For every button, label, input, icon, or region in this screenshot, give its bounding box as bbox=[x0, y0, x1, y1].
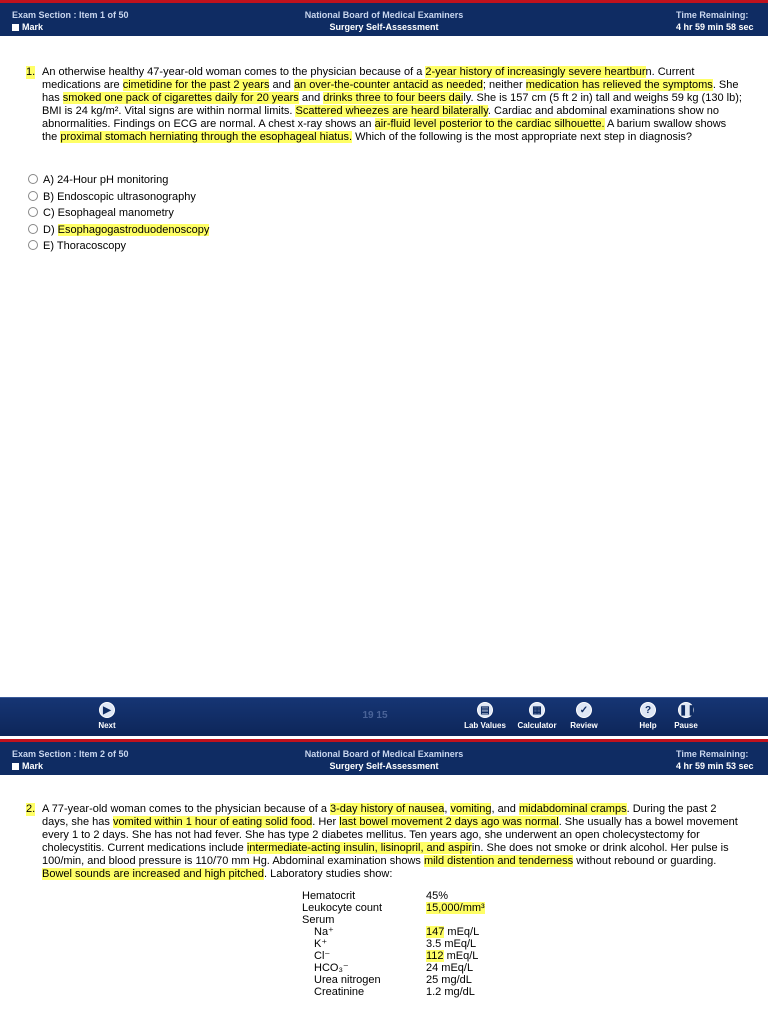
text-segment: ly. She is 157 cm (5 ft 2 in) tall and weighs 59 kg (130 lb); BMI is 24 kg/m². Vital signs are within normal limits. bbox=[42, 92, 742, 117]
answer-option[interactable] bbox=[28, 222, 209, 239]
answer-option[interactable] bbox=[28, 238, 209, 255]
exam-header-2 bbox=[0, 739, 768, 775]
exam-toolbar bbox=[0, 697, 768, 736]
answer-option[interactable] bbox=[28, 172, 209, 189]
lab-value bbox=[426, 962, 485, 974]
answer-option[interactable] bbox=[28, 205, 209, 222]
text-segment: in. She does not smoke or drink alcohol. Her pulse is 100/min, and blood pressure is 110/70 mm Hg. Abdominal examination shows bbox=[42, 842, 729, 867]
time-remaining: 4 hr 59 min 53 sec bbox=[676, 761, 754, 771]
text-segment: 3.5 mEq/L bbox=[426, 938, 477, 950]
highlighted-text: 2-year history of increasingly severe heartbur bbox=[425, 66, 646, 78]
highlighted-text: proximal stomach herniating through the esophageal hiatus. bbox=[60, 131, 353, 143]
next-button[interactable] bbox=[94, 702, 120, 730]
org-name: National Board of Medical Examiners bbox=[304, 749, 464, 759]
text-segment: . Her bbox=[312, 816, 340, 828]
text-segment: 24 mEq/L bbox=[426, 962, 474, 974]
exam-name: Surgery Self-Assessment bbox=[329, 22, 439, 32]
highlighted-text: last bowel movement 2 days ago was normal bbox=[339, 816, 559, 828]
text-segment: , and bbox=[491, 803, 519, 815]
exam-header-1 bbox=[0, 0, 768, 36]
lab-unit: mEq/L bbox=[444, 926, 480, 938]
radio-button-icon[interactable] bbox=[28, 240, 38, 250]
lab-row bbox=[302, 902, 485, 914]
option-text: 24-Hour pH monitoring bbox=[57, 174, 169, 186]
lab-value bbox=[426, 974, 485, 986]
pause-icon: ❚❚ bbox=[678, 702, 694, 718]
calculator-button[interactable] bbox=[513, 702, 561, 730]
pause-button[interactable] bbox=[670, 702, 702, 730]
lab-value bbox=[426, 890, 485, 902]
header-right bbox=[676, 748, 762, 772]
text-segment: . She usually has a bowel movement every 1 to 2 days. She has not had fever. She has type 2 diabetes mellitus. Ten years ago, she underwent an open cholecystectomy for cholecystitis. Current medications include bbox=[42, 816, 738, 854]
highlighted-text: mild distention and tenderness bbox=[423, 855, 574, 867]
calculator-label: Calculator bbox=[517, 721, 557, 730]
text-segment: 45% bbox=[426, 890, 449, 902]
text-segment: A 77-year-old woman comes to the physician because of a bbox=[42, 803, 330, 815]
highlighted-text: Bowel sounds are increased and high pitched bbox=[42, 868, 264, 880]
text-segment: A barium swallow shows the bbox=[42, 118, 727, 143]
lab-row bbox=[302, 926, 485, 938]
question-number: 2. bbox=[26, 803, 36, 815]
highlighted-text: vomiting bbox=[450, 803, 492, 815]
review-label: Review bbox=[570, 721, 598, 730]
lab-values-table bbox=[302, 890, 485, 998]
lab-name: Urea nitrogen bbox=[314, 974, 381, 986]
text-segment: . She has bbox=[42, 79, 739, 104]
highlighted-text: vomited within 1 hour of eating solid food bbox=[112, 816, 313, 828]
text-segment: and bbox=[269, 79, 294, 91]
help-label: Help bbox=[639, 721, 657, 730]
option-text: Thoracoscopy bbox=[56, 240, 126, 252]
option-letter: C) bbox=[43, 207, 58, 219]
highlighted-text: an over-the-counter antacid as needed bbox=[293, 79, 483, 91]
text-segment: Which of the following is the most appropriate next step in diagnosis? bbox=[352, 131, 693, 143]
text-segment: without rebound or guarding. bbox=[573, 855, 717, 867]
highlighted-text: midabdominal cramps bbox=[518, 803, 627, 815]
text-segment: 1.2 mg/dL bbox=[426, 986, 475, 998]
question-number: 1. bbox=[26, 66, 36, 78]
lab-name: Creatinine bbox=[314, 986, 365, 998]
help-button[interactable] bbox=[636, 702, 660, 730]
question-text bbox=[42, 803, 742, 881]
lab-name: K⁺ bbox=[314, 938, 328, 950]
highlighted-text: medication has relieved the symptoms bbox=[525, 79, 713, 91]
next-label: Next bbox=[98, 721, 116, 730]
option-text: Endoscopic ultrasonography bbox=[57, 190, 196, 203]
highlighted-text: 147 bbox=[426, 926, 445, 938]
mark-label: Mark bbox=[22, 761, 44, 771]
text-segment: and bbox=[298, 92, 324, 104]
text-segment: . Laboratory studies show: bbox=[263, 868, 393, 880]
help-icon: ? bbox=[640, 702, 656, 718]
text-segment: 25 mg/dL bbox=[426, 974, 472, 986]
highlighted-text: intermediate-acting insulin, lisinopril, and aspir bbox=[246, 842, 472, 854]
lab-value bbox=[426, 926, 485, 938]
lab-row bbox=[302, 938, 485, 950]
option-text: Esophagogastroduodenoscopy bbox=[57, 223, 210, 236]
lab-row bbox=[302, 974, 485, 986]
lab-name: Hematocrit bbox=[302, 890, 356, 902]
text-segment: , bbox=[444, 803, 451, 815]
highlighted-text: 3-day history of nausea bbox=[330, 803, 445, 815]
org-name: National Board of Medical Examiners bbox=[304, 10, 464, 20]
radio-button-icon[interactable] bbox=[28, 224, 38, 234]
radio-button-icon[interactable] bbox=[28, 191, 38, 201]
highlighted-text: cimetidine for the past 2 years bbox=[122, 79, 270, 91]
pause-label: Pause bbox=[674, 721, 698, 730]
answer-option[interactable] bbox=[28, 189, 209, 206]
lab-values-icon: ▤ bbox=[477, 702, 493, 718]
highlighted-text: 15,000/mm³ bbox=[426, 902, 485, 914]
option-letter: A) bbox=[43, 174, 58, 186]
calculator-icon: ▦ bbox=[529, 702, 545, 718]
review-button[interactable] bbox=[566, 702, 602, 730]
question-1-stem bbox=[26, 66, 742, 144]
lab-values-button[interactable] bbox=[460, 702, 510, 730]
option-letter: D) bbox=[43, 223, 58, 236]
highlighted-text: air-fluid level posterior to the cardiac silhouette. bbox=[374, 118, 605, 130]
lab-row bbox=[302, 950, 485, 962]
lab-name: Na⁺ bbox=[314, 926, 334, 938]
lab-row bbox=[302, 890, 485, 902]
next-arrow-icon: ▶ bbox=[99, 702, 115, 718]
lab-unit: mEq/L bbox=[443, 950, 479, 962]
text-segment: ; neither bbox=[482, 79, 526, 91]
lab-values-label: Lab Values bbox=[464, 721, 506, 730]
lab-row bbox=[302, 986, 485, 998]
header-right bbox=[676, 9, 762, 33]
text-segment: n. Current medications are bbox=[42, 66, 695, 91]
lab-row bbox=[302, 962, 485, 974]
header-center bbox=[0, 9, 768, 33]
option-letter: B) bbox=[43, 190, 58, 203]
lab-value bbox=[426, 986, 485, 998]
nbme-seal-logo: 19 15 bbox=[362, 710, 388, 721]
lab-name: HCO₃⁻ bbox=[314, 962, 349, 974]
lab-value bbox=[426, 950, 485, 962]
answer-options bbox=[28, 172, 209, 255]
lab-name: Cl⁻ bbox=[314, 950, 331, 962]
lab-value bbox=[426, 914, 485, 926]
radio-button-icon[interactable] bbox=[28, 207, 38, 217]
highlighted-text: smoked one pack of cigarettes daily for 20 years bbox=[62, 92, 299, 104]
time-remaining: 4 hr 59 min 58 sec bbox=[676, 22, 754, 32]
text-segment: An otherwise healthy 47-year-old woman comes to the physician because of a bbox=[42, 66, 426, 78]
section-label: Exam Section : Item 1 of 50 bbox=[12, 10, 129, 20]
lab-value bbox=[426, 938, 485, 950]
highlighted-text: drinks three to four beers dai bbox=[323, 92, 464, 104]
checkmark-icon: ✓ bbox=[576, 702, 592, 718]
time-label: Time Remaining: bbox=[676, 749, 749, 759]
lab-row bbox=[302, 914, 485, 926]
highlighted-text: 112 bbox=[426, 950, 444, 962]
lab-name: Leukocyte count bbox=[302, 902, 383, 914]
text-segment: . During the past 2 days, she has bbox=[42, 803, 717, 828]
option-text: Esophageal manometry bbox=[57, 207, 174, 219]
highlighted-text: Scattered wheezes are heard bilaterally bbox=[295, 105, 488, 117]
time-label: Time Remaining: bbox=[676, 10, 749, 20]
text-segment: . Cardiac and abdominal examinations show no abnormalities. Findings on ECG are normal. A chest x-ray shows an bbox=[42, 105, 720, 130]
question-text bbox=[42, 66, 742, 144]
exam-name: Surgery Self-Assessment bbox=[329, 761, 439, 771]
question-2-stem bbox=[26, 803, 742, 881]
header-center bbox=[0, 748, 768, 772]
radio-button-icon[interactable] bbox=[28, 174, 38, 184]
lab-value bbox=[426, 902, 485, 914]
option-letter: E) bbox=[43, 240, 57, 252]
mark-label: Mark bbox=[22, 22, 44, 32]
lab-name: Serum bbox=[302, 914, 335, 926]
section-label: Exam Section : Item 2 of 50 bbox=[12, 749, 129, 759]
